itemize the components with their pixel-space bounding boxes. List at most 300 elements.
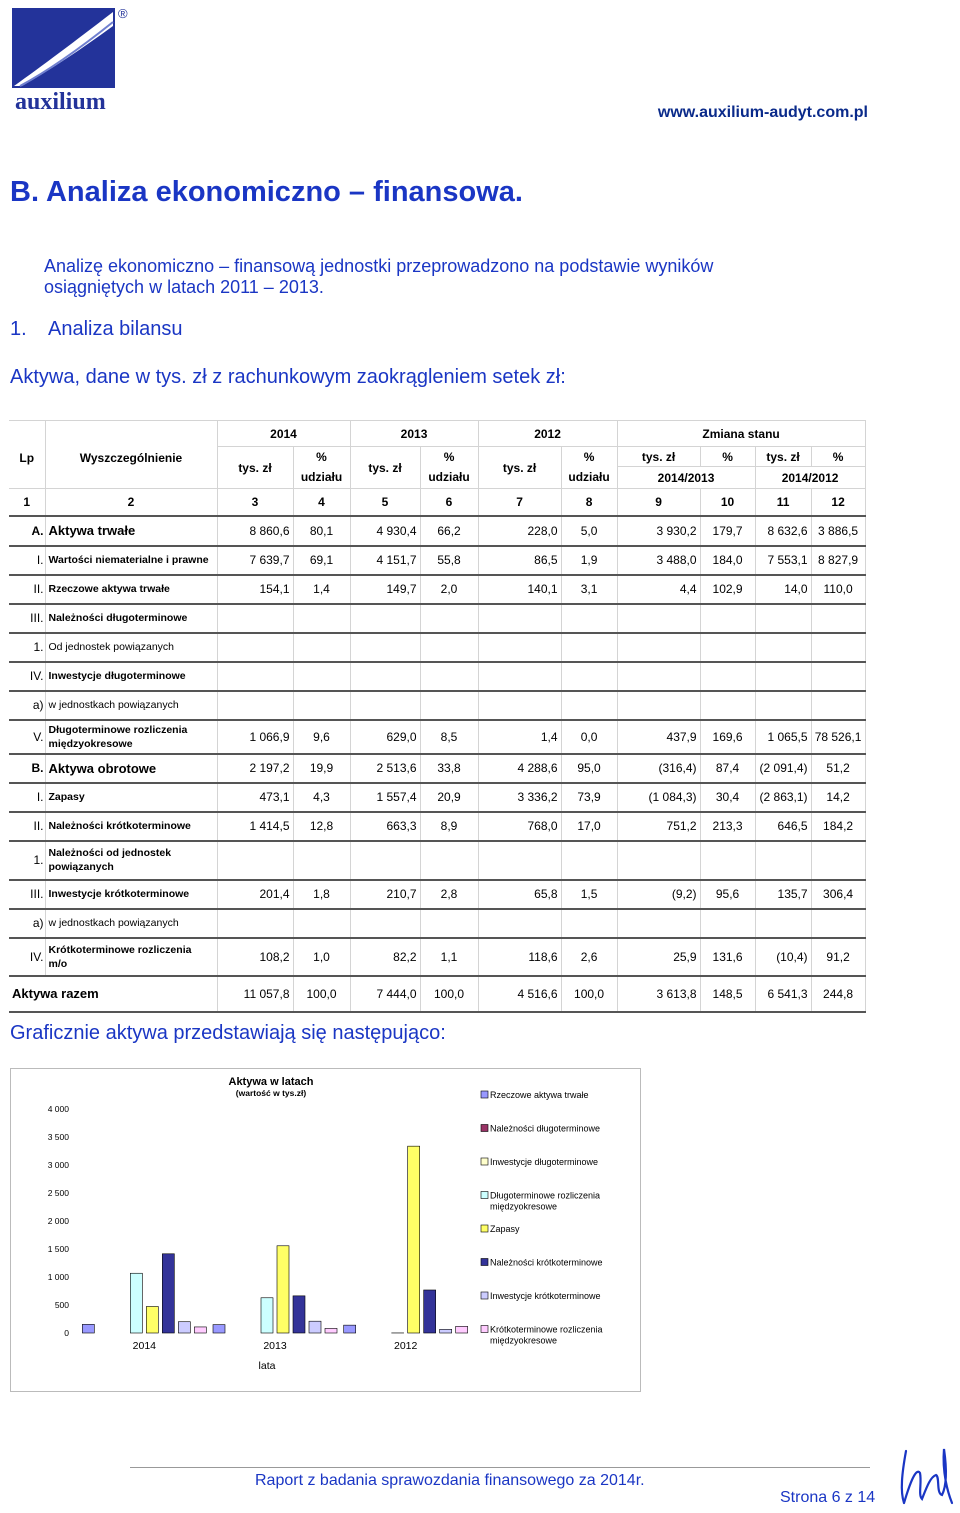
table-cell [350,909,420,938]
head-desc: Wyszczególnienie [45,421,217,489]
legend-swatch [481,1125,488,1132]
table-cell: (2 863,1) [755,783,811,812]
chart-title: Aktywa w latach [228,1076,314,1088]
table-cell: (1 084,3) [617,783,700,812]
column-number: 10 [700,489,755,516]
bar [293,1296,305,1333]
table-cell: (316,4) [617,754,700,783]
table-cell: 154,1 [217,575,293,604]
table-cell: 1 557,4 [350,783,420,812]
table-cell: 3 336,2 [478,783,561,812]
y-tick-label: 2 000 [47,1216,69,1226]
row-name: Należności długoterminowe [45,604,217,633]
legend-swatch [481,1292,488,1299]
table-cell: 91,2 [811,938,865,976]
table-cell: 87,4 [700,754,755,783]
legend-label: Krótkoterminowe rozliczenia [490,1324,603,1335]
legend-swatch [481,1158,488,1165]
intro-line-2: osiągniętych w latach 2011 – 2013. [44,277,324,297]
legend-swatch [481,1259,488,1266]
table-cell: 768,0 [478,812,561,841]
row-name: Rzeczowe aktywa trwałe [45,575,217,604]
table-cell: 1 414,5 [217,812,293,841]
table-cell [478,909,561,938]
table-cell [420,691,478,720]
table-cell [478,633,561,662]
table-cell [700,633,755,662]
table-cell [293,841,350,880]
table-cell [700,691,755,720]
row-name: Zapasy [45,783,217,812]
legend-label: Inwestycje długoterminowe [490,1157,599,1167]
table-cell [561,633,617,662]
table-cell: 663,3 [350,812,420,841]
table-cell [811,662,865,691]
head-year-2013: 2013 [350,421,478,447]
table-row [9,633,865,662]
row-lp: a) [9,691,45,720]
head-pct: % [561,447,617,467]
column-number: 12 [811,489,865,516]
table-cell: 1,5 [561,880,617,909]
column-number: 8 [561,489,617,516]
table-row [9,720,865,754]
y-tick-label: 500 [54,1300,69,1310]
table-cell: 184,0 [700,546,755,575]
table-cell: 184,2 [811,812,865,841]
table-cell: 20,9 [420,783,478,812]
table-cell [350,604,420,633]
y-tick-label: 3 500 [47,1132,69,1142]
bar [162,1254,174,1333]
head-share: udziału [561,467,617,489]
row-name-line-1: Długoterminowe rozliczenia [48,723,188,736]
table-cell: 3 930,2 [617,516,700,546]
table-cell [293,691,350,720]
table-cell: 95,0 [561,754,617,783]
table-row [9,546,865,575]
row-lp: B. [9,754,45,783]
head-year-2014: 2014 [217,421,350,447]
row-lp: I. [9,546,45,575]
row-name: w jednostkach powiązanych [45,691,217,720]
table-cell: 4,3 [293,783,350,812]
table-cell: 95,6 [700,880,755,909]
table-cell: 100,0 [293,976,350,1012]
column-numbers-row [9,489,865,516]
head-cmp-2014-2013: 2014/2013 [617,467,755,489]
table-cell [617,691,700,720]
y-tick-label: 3 000 [47,1160,69,1170]
subsection-number: 1. [10,318,27,340]
table-cell [293,604,350,633]
bar [82,1324,94,1333]
table-cell: (2 091,4) [755,754,811,783]
table-cell: 8,9 [420,812,478,841]
row-lp: II. [9,812,45,841]
table-cell [420,633,478,662]
table-cell [350,691,420,720]
table-cell: 3 886,5 [811,516,865,546]
table-cell: 1,4 [293,575,350,604]
table-cell: 4 930,4 [350,516,420,546]
table-cell: 25,9 [617,938,700,976]
legend-label: Należności krótkoterminowe [490,1257,603,1268]
table-row [9,909,865,938]
table-cell: 14,2 [811,783,865,812]
svg-text:®: ® [118,6,128,21]
subsection-title: Analiza bilansu [48,318,183,340]
table-cell: (9,2) [617,880,700,909]
row-name: Należności krótkoterminowe [45,812,217,841]
footer-report-title: Raport z badania sprawozdania finansowego za 2014r. [255,1472,645,1489]
legend-label: międzyokresowe [490,1201,558,1212]
table-cell [700,841,755,880]
table-cell: 82,2 [350,938,420,976]
column-number: 1 [9,489,45,516]
legend-swatch [481,1326,488,1333]
table-cell [811,909,865,938]
table-cell: 169,6 [700,720,755,754]
intro-paragraph [44,256,867,298]
table-cell [293,633,350,662]
table-cell: 66,2 [420,516,478,546]
legend-label: międzyokresowe [490,1335,558,1346]
row-name-line-2: powiązanych [48,861,114,873]
row-name: Wartości niematerialne i prawne [45,546,217,575]
table-cell: 1,4 [478,720,561,754]
table-cell: 213,3 [700,812,755,841]
table-cell: 2 513,6 [350,754,420,783]
table-cell: 8,5 [420,720,478,754]
column-number: 6 [420,489,478,516]
table-cell [350,841,420,880]
table-cell: 2,6 [561,938,617,976]
table-cell [350,662,420,691]
table-cell: 244,8 [811,976,865,1012]
table-cell: 437,9 [617,720,700,754]
table-cell: 751,2 [617,812,700,841]
y-tick-label: 1 000 [47,1272,69,1282]
assets-chart [10,1068,641,1392]
table-cell: 86,5 [478,546,561,575]
table-cell [350,633,420,662]
signature-mark [896,1443,954,1509]
table-cell: 4 151,7 [350,546,420,575]
table-cell: 306,4 [811,880,865,909]
head-unit: tys. zł [217,447,293,489]
table-cell: 102,9 [700,575,755,604]
table-cell [420,909,478,938]
bar [424,1290,436,1333]
row-lp: V. [9,720,45,754]
row-name: Aktywa obrotowe [45,754,217,783]
bar [213,1325,225,1333]
head-unit: tys. zł [617,447,700,467]
table-cell [217,691,293,720]
table-cell [293,909,350,938]
table-caption: Aktywa, dane w tys. zł z rachunkowym zaokrągleniem setek zł: [10,366,566,388]
table-cell: 30,4 [700,783,755,812]
table-row [9,662,865,691]
row-name [45,841,217,880]
table-cell: 17,0 [561,812,617,841]
row-lp: III. [9,880,45,909]
column-number: 2 [45,489,217,516]
table-cell [217,841,293,880]
footer-divider [130,1467,870,1468]
table-cell: 80,1 [293,516,350,546]
table-cell [478,604,561,633]
row-lp: IV. [9,938,45,976]
bar [261,1298,273,1333]
table-row [9,938,865,976]
table-cell: 135,7 [755,880,811,909]
y-tick-label: 1 500 [47,1244,69,1254]
table-row [9,754,865,783]
table-cell: 131,6 [700,938,755,976]
chart-subtitle: (wartość w tys.zł) [235,1088,307,1098]
table-cell: 228,0 [478,516,561,546]
assets-table [9,420,866,1013]
table-cell: 4 288,6 [478,754,561,783]
table-cell: 6 541,3 [755,976,811,1012]
bar [309,1321,321,1333]
column-number: 11 [755,489,811,516]
table-cell: 19,9 [293,754,350,783]
table-cell [755,909,811,938]
table-cell: 149,7 [350,575,420,604]
table-cell [811,691,865,720]
legend-swatch [481,1091,488,1098]
row-name: Aktywa trwałe [45,516,217,546]
table-cell [217,604,293,633]
head-year-2012: 2012 [478,421,617,447]
table-cell [478,841,561,880]
row-lp: III. [9,604,45,633]
table-cell: 8 632,6 [755,516,811,546]
table-cell: 7 553,1 [755,546,811,575]
table-cell: 100,0 [420,976,478,1012]
table-cell: 108,2 [217,938,293,976]
section-title: B. Analiza ekonomiczno – finansowa. [10,176,523,208]
table-cell [617,633,700,662]
head-lp: Lp [9,421,45,489]
table-row [9,575,865,604]
table-cell [755,662,811,691]
auxilium-logo [12,6,130,120]
chart-caption: Graficznie aktywa przedstawiają się następująco: [10,1022,446,1044]
table-cell: 210,7 [350,880,420,909]
table-cell: 1,8 [293,880,350,909]
head-change: Zmiana stanu [617,421,865,447]
intro-line-1: Analizę ekonomiczno – finansową jednostki przeprowadzono na podstawie wyników [44,256,714,276]
row-lp: I. [9,783,45,812]
table-cell: 4,4 [617,575,700,604]
table-cell: 69,1 [293,546,350,575]
table-cell [700,604,755,633]
table-cell [617,841,700,880]
row-lp: II. [9,575,45,604]
head-share: udziału [420,467,478,489]
table-cell [811,633,865,662]
table-cell [478,662,561,691]
table-cell: 11 057,8 [217,976,293,1012]
head-pct: % [420,447,478,467]
table-cell: 7 444,0 [350,976,420,1012]
table-cell: 2,8 [420,880,478,909]
table-cell: 646,5 [755,812,811,841]
table-cell [478,691,561,720]
table-cell: 14,0 [755,575,811,604]
table-cell: 8 827,9 [811,546,865,575]
table-cell [420,841,478,880]
legend-label: Rzeczowe aktywa trwałe [490,1090,589,1100]
row-name-line-1: Krótkoterminowe rozliczenia [48,943,192,956]
bar [344,1325,356,1333]
table-cell [561,662,617,691]
y-tick-label: 2 500 [47,1188,69,1198]
head-cmp-2014-2012: 2014/2012 [755,467,865,489]
row-lp: a) [9,909,45,938]
table-cell: 2,0 [420,575,478,604]
chart-svg [11,1069,640,1391]
bar [408,1146,420,1333]
table-row [9,783,865,812]
table-cell: 201,4 [217,880,293,909]
head-unit: tys. zł [350,447,420,489]
table-cell: 148,5 [700,976,755,1012]
bar [325,1328,337,1333]
table-cell [217,633,293,662]
row-name: Aktywa razem [9,976,217,1012]
table-cell [811,841,865,880]
table-row [9,812,865,841]
table-cell: 118,6 [478,938,561,976]
table-cell: 33,8 [420,754,478,783]
row-name [45,720,217,754]
table-row [9,691,865,720]
table-cell [420,604,478,633]
table-cell: 629,0 [350,720,420,754]
table-cell: 1,1 [420,938,478,976]
row-name-line-1: Należności od jednostek [48,847,172,859]
table-cell: 0,0 [561,720,617,754]
table-cell: 1,0 [293,938,350,976]
head-pct: % [811,447,865,467]
legend-swatch [481,1192,488,1199]
bar [277,1246,289,1333]
table-cell: 78 526,1 [811,720,865,754]
column-number: 5 [350,489,420,516]
legend-label: Inwestycje krótkoterminowe [490,1291,601,1301]
table-cell [755,633,811,662]
legend-label: Długoterminowe rozliczenia [490,1190,601,1201]
table-cell [617,662,700,691]
x-tick-label: 2014 [132,1340,157,1352]
table-cell [561,909,617,938]
table-cell [561,691,617,720]
row-lp: A. [9,516,45,546]
table-cell [217,662,293,691]
table-cell [561,604,617,633]
row-lp: IV. [9,662,45,691]
row-name-line-2: m/o [48,957,68,970]
bar [146,1307,158,1333]
bar [194,1327,206,1333]
table-cell: 8 860,6 [217,516,293,546]
bar [456,1326,468,1333]
y-tick-label: 4 000 [47,1104,69,1114]
x-tick-label: 2012 [393,1340,418,1352]
row-name: Inwestycje długoterminowe [45,662,217,691]
table-row [9,516,865,546]
legend-swatch [481,1225,488,1232]
table-cell: 1,9 [561,546,617,575]
table-cell: 100,0 [561,976,617,1012]
table-cell: 51,2 [811,754,865,783]
table-cell: 7 639,7 [217,546,293,575]
table-cell: 3 488,0 [617,546,700,575]
subsection-heading [10,318,183,341]
table-cell: 65,8 [478,880,561,909]
table-cell: 9,6 [293,720,350,754]
column-number: 3 [217,489,293,516]
row-lp: 1. [9,841,45,880]
table-cell: 1 066,9 [217,720,293,754]
column-number: 9 [617,489,700,516]
table-cell: 5,0 [561,516,617,546]
head-pct: % [700,447,755,467]
table-cell [217,909,293,938]
table-cell [755,691,811,720]
bar [178,1322,190,1333]
table-cell: 140,1 [478,575,561,604]
table-cell: 4 516,6 [478,976,561,1012]
table-row [9,604,865,633]
table-cell: (10,4) [755,938,811,976]
table-cell: 3 613,8 [617,976,700,1012]
table-cell: 55,8 [420,546,478,575]
table-cell: 12,8 [293,812,350,841]
row-name: Inwestycje krótkoterminowe [45,880,217,909]
x-tick-label: 2013 [263,1340,287,1352]
table-row [9,976,865,1012]
y-tick-label: 0 [64,1328,69,1338]
column-number: 7 [478,489,561,516]
bar [440,1329,452,1333]
x-axis-label: lata [258,1360,276,1372]
website-link[interactable]: www.auxilium-audyt.com.pl [657,104,868,121]
table-cell: 73,9 [561,783,617,812]
row-name: w jednostkach powiązanych [45,909,217,938]
table-row [9,841,865,880]
table-cell [700,662,755,691]
row-name: Od jednostek powiązanych [45,633,217,662]
table-cell [617,909,700,938]
row-name [45,938,217,976]
head-unit: tys. zł [755,447,811,467]
table-cell: 3,1 [561,575,617,604]
table-cell: 473,1 [217,783,293,812]
table-cell [561,841,617,880]
row-name-line-2: międzyokresowe [48,737,133,750]
table-cell [755,841,811,880]
table-cell [811,604,865,633]
table-cell [700,909,755,938]
column-number: 4 [293,489,350,516]
head-pct: % [293,447,350,467]
